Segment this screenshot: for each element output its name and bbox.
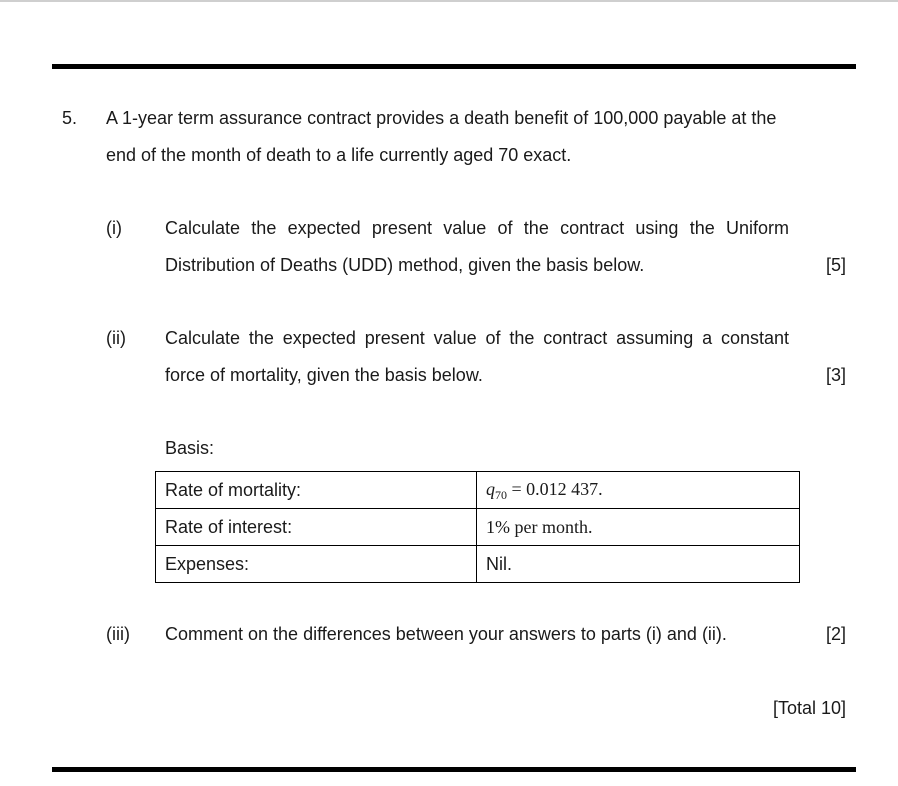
part-i-marks: [5] [825,255,846,275]
top-rule [52,64,856,69]
table-row [156,472,800,509]
basis-item-interest: Rate of interest: [156,509,477,546]
basis-table [155,471,800,583]
part-ii-marks: [3] [825,365,846,385]
part-ii-label: (ii) [106,328,126,348]
basis-value-interest: 1% per month. [477,509,800,546]
bottom-rule [52,767,856,772]
page-top-edge [0,0,898,2]
mortality-subscript: 70 [495,488,507,502]
mortality-value: = 0.012 437. [511,479,603,499]
part-iii-marks: [2] [825,624,846,644]
basis-value-expenses: Nil. [477,546,800,583]
part-i-text-line-2: Distribution of Deaths (UDD) method, given the basis below. [165,255,645,275]
part-iii-label: (iii) [106,624,130,644]
table-row [156,509,800,546]
basis-label: Basis: [165,438,215,458]
basis-item-expenses: Expenses: [156,546,477,583]
part-ii-text-line-2: force of mortality, given the basis below. [165,365,483,385]
part-i-text-line-1: Calculate the expected present value of the contract using the Uniform [165,218,789,238]
basis-item-mortality: Rate of mortality: [156,472,477,509]
question-number: 5. [62,108,78,128]
total-marks: [Total 10] [772,698,846,718]
table-row [156,546,800,583]
part-i-label: (i) [106,218,122,238]
question-intro-line-1: A 1-year term assurance contract provides a death benefit of 100,000 payable at the [106,108,777,128]
mortality-symbol: q [486,479,495,499]
part-iii-text: Comment on the differences between your answers to parts (i) and (ii). [165,624,727,644]
basis-value-mortality [477,472,800,509]
question-intro-line-2: end of the month of death to a life currently aged 70 exact. [106,145,572,165]
part-ii-text-line-1: Calculate the expected present value of the contract assuming a constant [165,328,789,348]
